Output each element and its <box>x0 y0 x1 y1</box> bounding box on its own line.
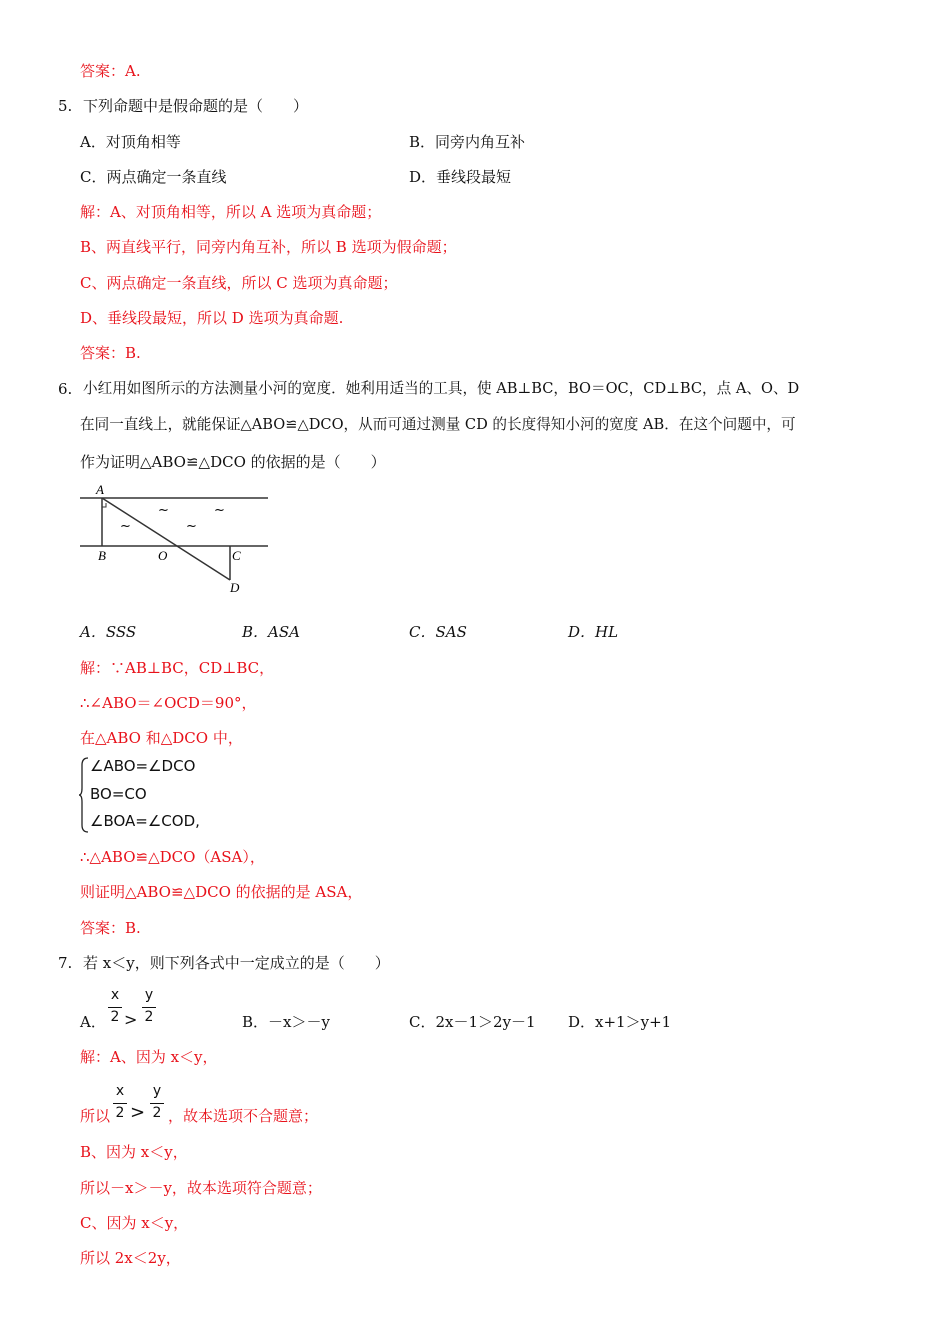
q6-option-d: D．HL <box>568 623 619 641</box>
fraction-denominator: 2 <box>115 1105 125 1121</box>
q7-solution-line: C、因为 x＜y， <box>80 1214 189 1232</box>
q6-solution-line: ∴△ABO≌△DCO（ASA）， <box>80 848 265 866</box>
q7-so-suffix: ，故本选项不合题意； <box>168 1107 319 1125</box>
q5-stem: 下列命题中是假命题的是（ ） <box>83 97 309 115</box>
fraction-numerator: x <box>110 987 120 1003</box>
q6-stem-line: 作为证明△ABO≌△DCO 的依据的是（ ） <box>80 453 386 471</box>
q6-stem-line: 在同一直线上，就能保证△ABO≌△DCO，从而可通过测量 CD 的长度得知小河的宽度 AB．在这个问题中，可 <box>80 416 796 433</box>
wave-mark: ~ <box>214 503 225 518</box>
q6-option-c: C．SAS <box>409 623 467 641</box>
q7-so-prefix: 所以 <box>80 1107 111 1125</box>
q6-solution-line: ∴∠ABO＝∠OCD＝90°， <box>80 694 257 712</box>
label-o: O <box>158 548 168 563</box>
greater-than-sign: > <box>130 1102 146 1123</box>
fraction-denominator: 2 <box>110 1009 120 1025</box>
q7-stem: 若 x＜y，则下列各式中一定成立的是（ ） <box>83 954 390 972</box>
q7-solution-line: 解：A、因为 x＜y， <box>80 1048 218 1066</box>
equation-system <box>78 755 238 835</box>
q6-stem-line: 小红用如图所示的方法测量小河的宽度．她利用适当的工具，使 AB⊥BC，BO＝OC，CD⊥BC，点 A、O、D <box>83 380 800 397</box>
fraction-numerator: y <box>144 987 154 1003</box>
q7-solution-line: 所以 2x＜2y， <box>80 1249 181 1267</box>
q6-option-a: A．SSS <box>80 623 137 641</box>
q5-solution-line: B、两直线平行，同旁内角互补，所以 B 选项为假命题； <box>80 238 457 256</box>
q6-solution-line: 在△ABO 和△DCO 中， <box>80 729 243 747</box>
q7-option-d: D．x+1＞y+1 <box>568 1013 672 1031</box>
wave-mark: ~ <box>158 503 169 518</box>
label-c: C <box>232 548 241 563</box>
q6-solution-line: 则证明△ABO≌△DCO 的依据的是 ASA， <box>80 883 363 901</box>
q5-answer: 答案：B. <box>80 344 141 362</box>
q7-solution-line: B、因为 x＜y， <box>80 1143 188 1161</box>
q7-option-a-label: A． <box>80 1013 106 1031</box>
q6-number: 6. <box>58 380 73 398</box>
river-diagram <box>78 480 273 598</box>
q7-option-c: C．2x－1＞2y－1 <box>409 1013 536 1031</box>
left-brace <box>78 755 90 835</box>
q6-answer: 答案：B. <box>80 919 141 937</box>
system-row: ∠BOA=∠COD, <box>90 812 200 830</box>
fraction-bar <box>113 1103 127 1104</box>
q6-option-b: B．ASA <box>242 623 300 641</box>
q5-solution-line: D、垂线段最短，所以 D 选项为真命题. <box>80 309 344 327</box>
fraction-bar <box>142 1007 156 1008</box>
q5-solution-line: 解：A、对顶角相等，所以 A 选项为真命题； <box>80 203 382 221</box>
fraction-bar <box>108 1007 122 1008</box>
label-d: D <box>230 580 240 595</box>
q7-number: 7. <box>58 954 73 972</box>
system-row: ∠ABO=∠DCO <box>90 757 196 775</box>
fraction-bar <box>150 1103 164 1104</box>
q5-option-d: D．垂线段最短 <box>409 168 512 186</box>
greater-than-sign: > <box>124 1010 138 1029</box>
q7-solution-line: 所以－x＞－y，故本选项符合题意； <box>80 1179 322 1197</box>
fraction-numerator: x <box>115 1083 125 1099</box>
q5-option-c: C．两点确定一条直线 <box>80 168 227 186</box>
q5-option-a: A．对顶角相等 <box>80 133 181 151</box>
system-row: BO=CO <box>90 785 147 803</box>
label-a: A <box>96 482 104 497</box>
q5-option-b: B．同旁内角互补 <box>409 133 526 151</box>
fraction-denominator: 2 <box>144 1009 154 1025</box>
fraction-denominator: 2 <box>152 1105 162 1121</box>
q5-number: 5. <box>58 97 73 115</box>
q5-solution-line: C、两点确定一条直线，所以 C 选项为真命题； <box>80 274 398 292</box>
wave-mark: ~ <box>120 519 131 534</box>
q4-answer: 答案：A. <box>80 62 141 80</box>
label-b: B <box>98 548 106 563</box>
wave-mark: ~ <box>186 519 197 534</box>
q7-option-b: B．－x＞－y <box>242 1013 330 1031</box>
fraction-numerator: y <box>152 1083 162 1099</box>
q6-solution-line: 解：∵AB⊥BC，CD⊥BC， <box>80 659 275 677</box>
